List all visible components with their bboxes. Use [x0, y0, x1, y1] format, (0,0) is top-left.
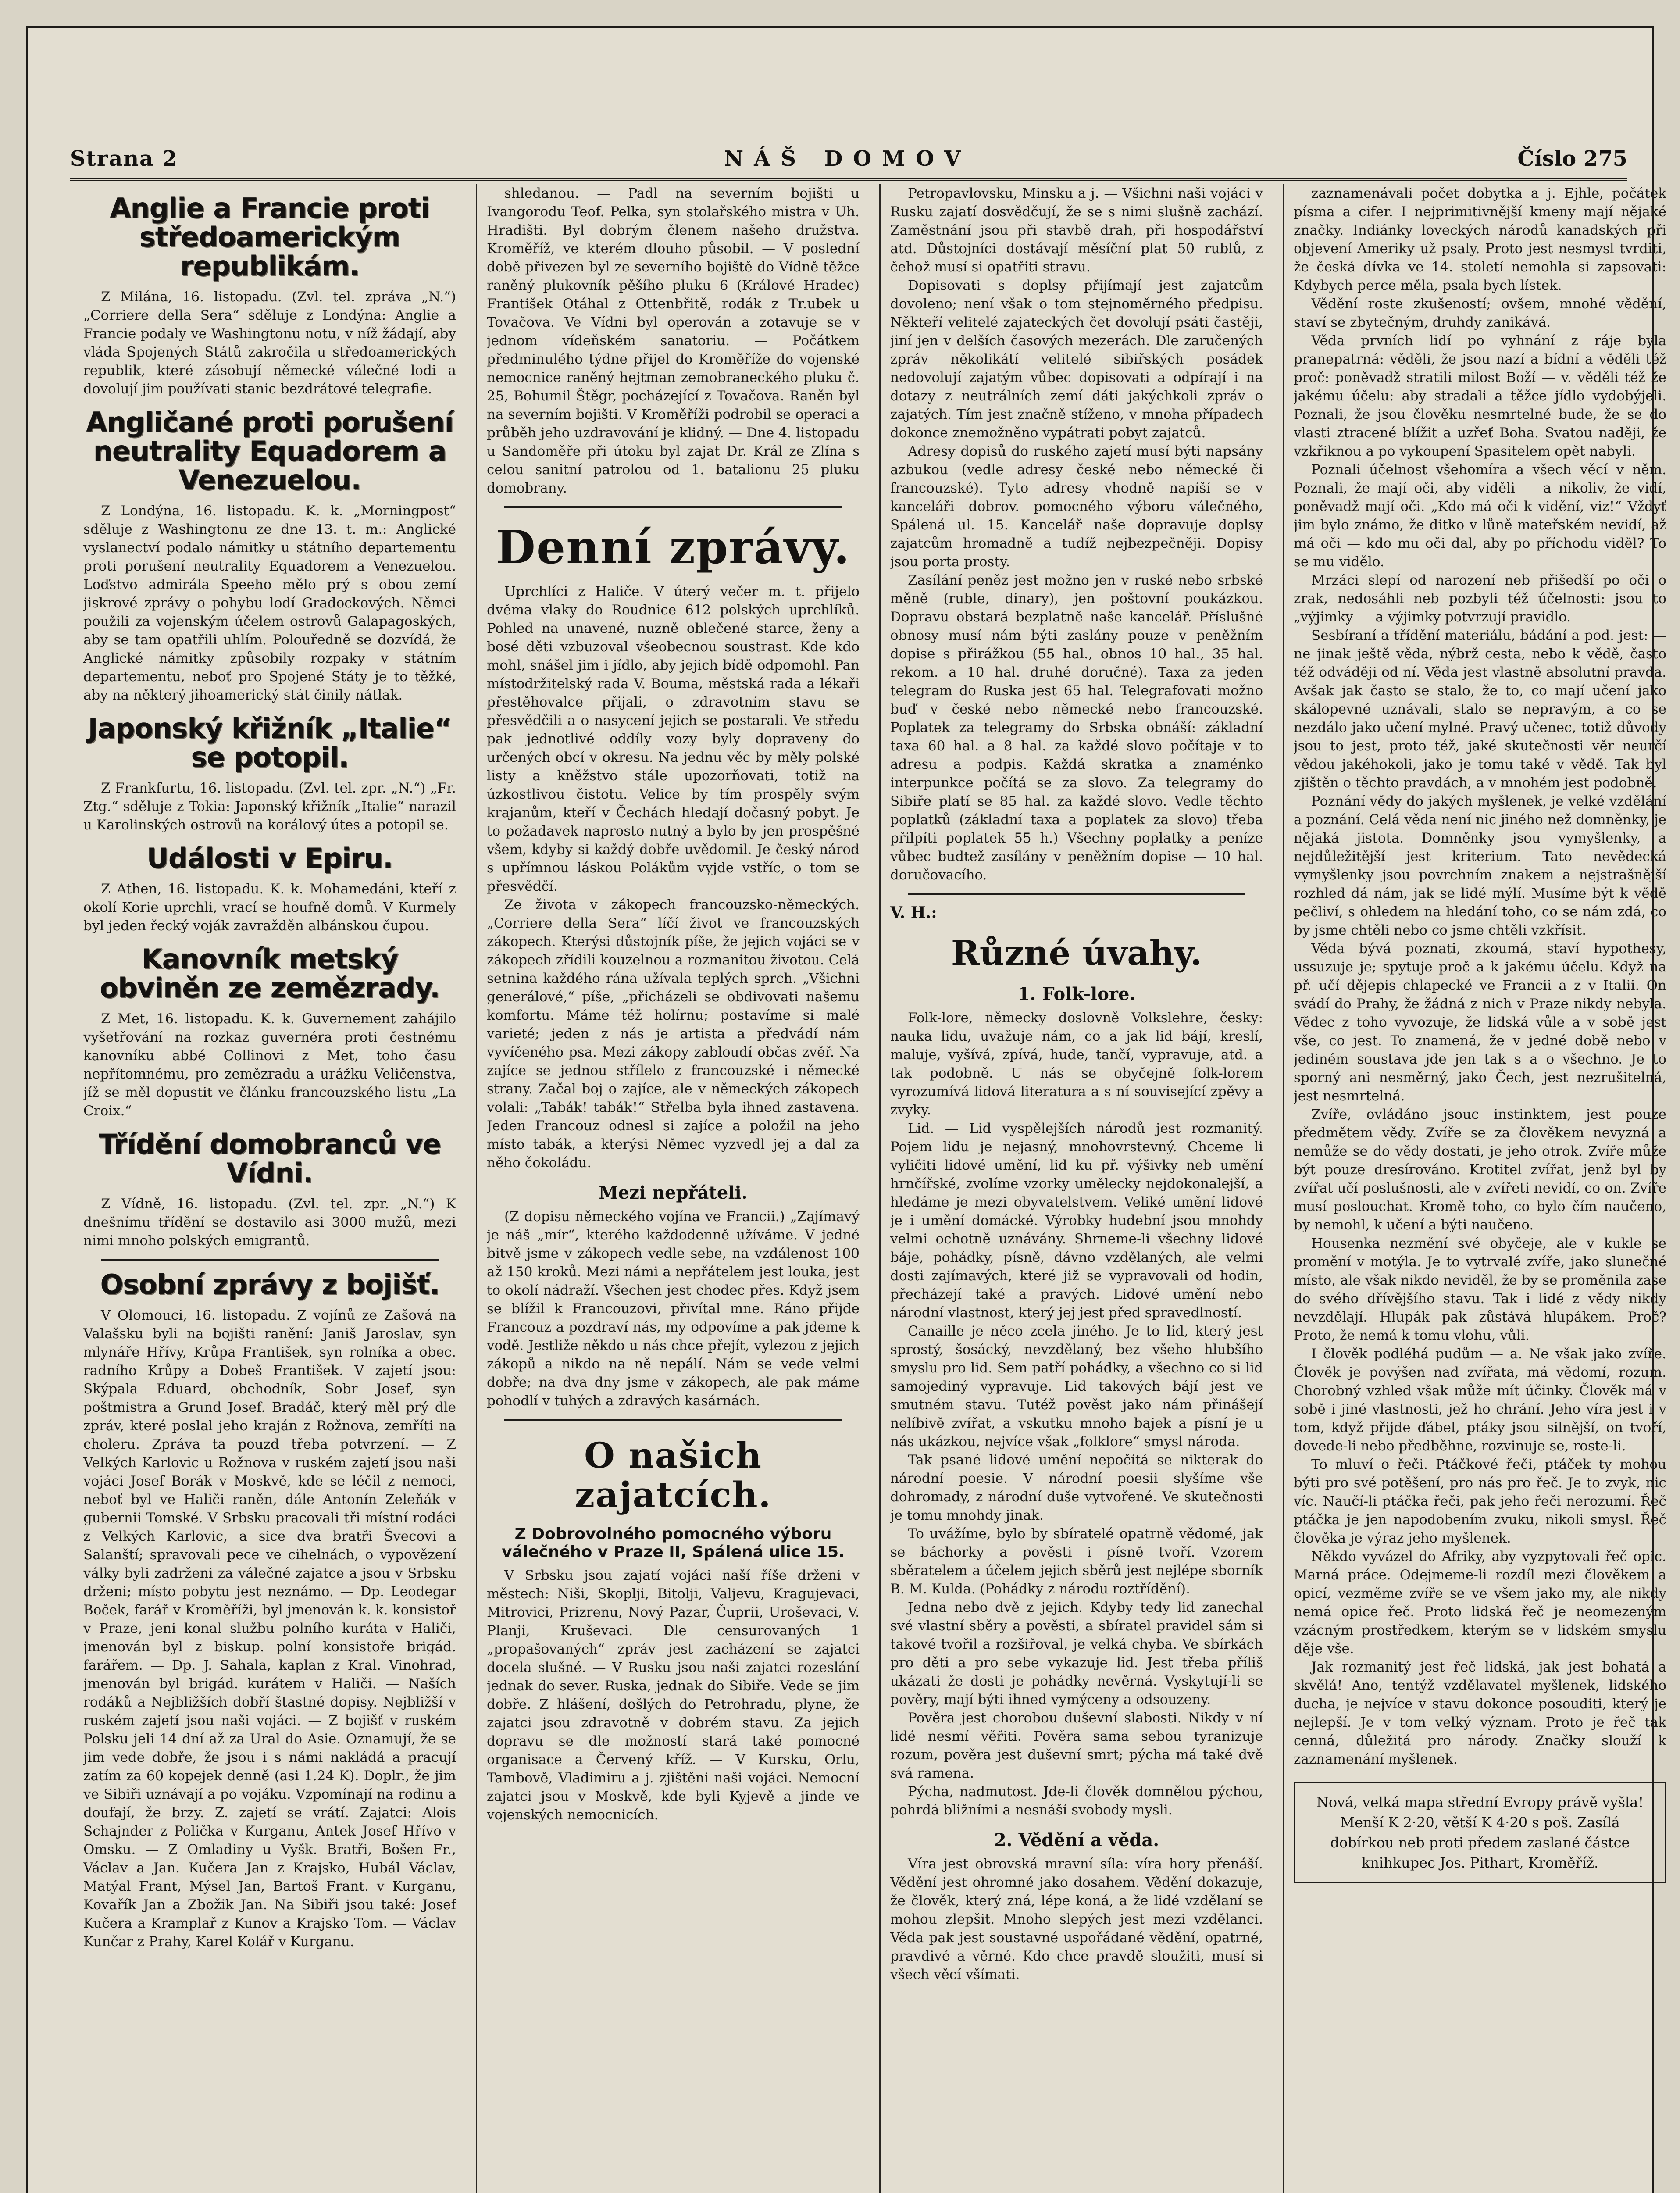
article-body: Z Londýna, 16. listopadu. K. k. „Morningpost“ sděluje z Washingtonu ze dne 13. t. m.: Anglické vyslanectví podalo námitky u státního departementu proti porušení neutrality Equadorem a Venezuelou. Loďstvo admirála Speeho mělo prý s obou zemí jiskrové zprávy o pohybu lodí Gradockových. Němci použili za vojenským účelem ostrovů Galapagoských, aby se tam opatřili uhlím. Polouředně se dozvídá, že Anglické námitky způsobily rozpaky v státním departementu, neboť pro Spojené Státy je to těžké, aby na některý jihoamerický stát činily nátlak. — [83, 503, 456, 703]
column-rule — [879, 184, 881, 2193]
section-title: Různé úvahy. — [951, 933, 1202, 973]
headline: Kanovník metský obviněn ze zemězrady. — [100, 943, 440, 1004]
article-body: Z Frankfurtu, 16. listopadu. (Zvl. tel. zpr. „N.“) „Fr. Ztg.“ sděluje z Tokia: Japonský křižník „Italie“ narazil u Karolinských ostrovů na korálový útes a potopil se. — [83, 780, 456, 833]
subheading: Mezi nepřáteli. — [599, 1182, 748, 1203]
article-body: Dopisovati s doplsy přijímají jest zajatcům dovoleno; není však o tom stejnoměrného předpisu. Někteří velitelé zajateckých čet dovolují psáti častěji, jiní jen v delších časových mezerách. Dle zaručených zpráv několikátí velitelé sibiřských posádek nedovolují zajatým vůbec dopisovati a odpírají i na dotazy z neutrálních zemí dáti jakýchkoli zpráv o zajatých. Tím jest značně stíženo, v mnoha případech dokonce znemožněno vypátrati pobyt zajatců. — [890, 278, 1263, 441]
subheading: 2. Vědění a věda. — [994, 1830, 1159, 1850]
masthead — [70, 118, 1627, 181]
article-body: Věda bývá poznati, zkoumá, staví hypothesy, ussuzuje je; spytuje proč a k jakému účelu. Když na př. učí dějepis chlapecké ve Francii a z v Italii. On svádí do Prahy, že žádná z nich v Praze nikdy nebyla. Vědec z toho vyvozuje, že lidská vůle a v sobě jest vše, co jest. To znamená, že v jedné době nebo v jediném soustava jde jen tak s a o všechno. Je to sporný ani nesměrný, jako Čech, jest nezrušitelná, jest nesmrtelná. — [1294, 941, 1666, 1104]
article-body: Někdo vyvázel do Afriky, aby vyzpytovali řeč opic. Marná práce. Odejmeme-li rozdíl mezi člověkem a opicí, vezměme zvíře se ve všem jako my, ale nikdy nemá opice řeč. Proto lidská řeč je neomezeným vzácným prostředkem, kterým se v lidském smyslu děje vše. — [1294, 1549, 1666, 1657]
article-body: (Z dopisu německého vojína ve Francii.) „Zajímavý je náš „mír“, kterého každodenně užíváme. V jedné bitvě jsme v zákopech vedle sebe, na vzdálenost 100 až 150 kroků. Mezi námi a nepřátelem jest louka, jest to okolí nádraží. Všechen jest chodec přes. Když jsem se blížil k Francouzovi, přivítal mne. Ráno přijde Francouz a pozdraví nás, my odpovíme a pak jdeme k vodě. Jestliže někdo u nás chce přejít, vylezou z jejich zákopů a nikdo na ně nepálí. Nám se vede velmi dobře; na dva dny jsme v zákopech, ale pak máme pohodlí v tuhých a zdravých kasárnách. — [487, 1209, 860, 1409]
article-body: Adresy dopisů do ruského zajetí musí býti napsány azbukou (vedle adresy české nebo německé či francouzské). Tyto adresy vhodně napíší se v kanceláři dobrov. pomocného výboru válečného, Spálená ul. 15. Kancelář naše dopravuje doplsy zajatcům hromadně a tudíž nejbezpečněji. Dopisy jsou porta prosty. — [890, 443, 1263, 570]
article-body: Věda prvních lidí po vyhnání z ráje byla pranepatrná: věděli, že jsou nazí a bídní a věděli též proč: poněvadž stratili milost Boží — v. věděli též že jakému účelu: aby stradali a těžce jídlo vydobýjeli. Poznali, že jsou člověku nesmrtelné bude, že se do vlasti ztracené blížit a uzřeť Boha. Svatou naději, že vzkřiknou a po vykoupení Spasitelem opět nabyli. — [1294, 333, 1666, 459]
divider — [504, 506, 842, 508]
headline: Osobní zprávy z bojišť. — [100, 1268, 439, 1300]
headline: Anglie a Francie proti středoamerickým republikám. — [110, 192, 430, 282]
section-title: O našich zajatcích. — [574, 1435, 772, 1515]
headline: Třídění domobranců ve Vídni. — [99, 1128, 441, 1189]
article-body: Folk-lore, německy doslovně Volkslehre, česky: nauka lidu, uvažuje nám, co a jak lid bájí, kreslí, maluje, vyšívá, zpívá, hude, tančí, vypravuje, atd. a tak podobně. U nás se obyčejně folk-lorem vyrozumívá lidová literatura a s ní související zpěvy a zvyky. — [890, 1010, 1263, 1118]
article-body: Petropavlovsku, Minsku a j. — Všichni naši vojáci v Rusku zajatí dosvědčují, že se s nimi slušně zachází. Zaměstnání jsou při stavbě drah, při hospodářství atd. Důstojníci dostávají měsíční plat 50 rublů, z čehož musí si opatřiti stravu. — [890, 186, 1263, 275]
issue-label: Číslo 275 — [1517, 146, 1627, 171]
headline: Japonský křižník „Italie“ se potopil. — [88, 712, 452, 773]
column-2 — [487, 184, 860, 2193]
article-body: Uprchlíci z Haliče. V úterý večer m. t. přijelo dvěma vlaky do Roudnice 612 polských uprchlíků. Pohled na unavené, nuzně oblečené starce, ženy a bosé děti vzbuzoval všeobecnou soustrast. Kde kdo mohl, snášel jim i jídlo, aby jejich bídě odpomohl. Pan místodržitelský rada V. Bouma, městská rada a lékaři přestěhovalce přijali, o zdravotním stavu se přesvědčili a o nasycení jejich se postarali. Ve středu pak jednotlivé oddíly vozy byly dopraveny do určených obcí v okresu. Na jednu věc by měly polské listy a kněžstvo stále upozorňovati, totiž na úzkostlivou čistotu. Velice by tím prospěly svým krajanům, kteří v Čechách hledají dočasný pobyt. Je to požadavek naprosto nutný a bylo by jen prospěšné všem, kdyby si každý dobře uvědomil. Je český národ s upřímnou láskou Polákům vyjde vstříc, o tom se přesvědčí. — [487, 584, 860, 894]
advertisement: Nová, velká mapa střední Evropy právě vyšla! Menší K 2·20, větší K 4·20 s poš. Zasílá dobírkou neb proti předem zaslané částce knihkupec Jos. Pithart, Kroměříž. — [1294, 1782, 1666, 1883]
article-body: Sesbíraní a třídění materiálu, bádání a pod. jest: — ne jinak ještě věda, nýbrž cesta, nebo k vědě, často též odváději od ní. Věda jest vlastně absolutní pravda. Avšak jak často se stalo, že to, co mají učení jako skálopevné uznávali, stalo se nepravým, a co se nezdálo jako učení mylné. Pravý učenec, totiž důvody jsou to jest, proto též, jaké skutečnosti věr neurčí vědou jakéhokoli, jako je tomu také v vědě. Tak byl zjištěn o těchto pravdách, a v mnohém jest podobně. — [1294, 628, 1666, 791]
article-body: Z Met, 16. listopadu. K. k. Guvernement zahájilo vyšetřování na rozkaz guvernéra proti čestnému kanovníku abbé Collinovi z Met, toho času nepřítomnému, pro zemězradu a urážku Veličenstva, jíž se měl dopustit ve článku francouzského listu „La Croix.“ — [83, 1011, 456, 1119]
article-body: I člověk podléhá pudům — a. Ne však jako zvíře. Člověk je povýšen nad zvířata, má vědomí, rozum. Chorobný vzhled však může mít účinky. Člověk má v sobě i jiné vlastnosti, jež ho chrání. Jeho víra jest i v tom, když přijde ďábel, ptáky jsou silnější, on tvoří, dovede-li nebo předběhne, rozvinuje se, roste-li. — [1294, 1346, 1666, 1454]
article-body: Lid. — Lid vyspělejších národů jest rozmanitý. Pojem lidu je nejasný, mnohovrstevný. Chceme li vyličiti lidové umění, lid ku př. výšivky neb umění hrnčířské, zvolíme vzorky umělecky nejdokonalejší, a hledáme je mezi obyvatelstvem. Veliké umění lidové je i umění domácké. Výrobky hudební jsou mnohdy velmi ochotně uznávány. Shrneme-li všechny lidové báje, pohádky, písně, dávno vzdělaných, ale velmi dosti zajímavých, které již se vypravovali od hodin, přecházejí také a pravých. Lidové umění nebo národní vlastnost, který jej jest před spravedlností. — [890, 1121, 1263, 1321]
article-body: Z Athen, 16. listopadu. K. k. Mohamedáni, kteří z okolí Korie uprchli, vrací se houfně domů. V Kurmely byl jeden řecký voják zavražděn albánskou čupou. — [83, 881, 456, 934]
author-mark: V. H.: — [890, 904, 937, 922]
article-body: Zvíře, ovládáno jsouc instinktem, jest pouze předmětem vědy. Zvíře se za člověkem nevyzná a nemůže se do vědy dostati, je jeho otrok. Zvíře může být pouze dresírováno. Krotitel zvířat, jenž byl by zvířat učí poslušnosti, ale v zvířeti nevidí, co on. Zvíře musí poslouchat. Kromě toho, co bylo čím naučeno, by nemohl, k učení a býti naučeno. — [1294, 1107, 1666, 1233]
paper-name: NÁŠ DOMOV — [724, 146, 971, 171]
article-body: Vědění roste zkušeností; ovšem, mnohé vědění, staví se zbytečným, druhdy zanikává. — [1294, 296, 1666, 330]
column-4 — [1294, 184, 1666, 2193]
article-body: Ze života v zákopech francouzsko-německých. „Corriere della Sera“ líčí život ve francouzských zákopech. Kterýsi důstojník píše, že jejich vojáci se v zákopech zřídili kouzelnou a rozmanitou životou. Celá setnina každého rána užívala teplých sprch. „Všichni generálové,“ píše, „přicházeli se obdivovati našemu komfortu. Máme též holírnu; postavíme si malé varieté; jeden z nás je artista a předvádí nám vyvíčeného psa. Mezi zákopy zabloudí občas zvěř. Na zajíce se jednou střílelo z francouzské i německé strany. Začal boj o zajíce, ale v německých zákopech volali: „Tabák! tabák!“ Střelba byla ihned zastavena. Jeden Francouz odnesl si zajíce a položil na jeho místo tabák, a kterýsi Němec vyzvedl jej a dal za něho čokoládu. — [487, 897, 860, 1171]
headline: Angličané proti porušení neutrality Equadorem a Venezuelou. — [86, 406, 453, 496]
article-body: Poznali účelnost všehomíra a všech věcí v něm. Poznali, že mají oči, aby viděli — a nikoliv, že vidí, poněvadž mají oči. „Kdo má oči k vidění, viz!“ Vždyť jim bylo známo, že ditko v lůně mateřském nevidí, až má oči — kdo mu oči dal, aby po příchodu viděl? To se mu vidělo. — [1294, 462, 1666, 570]
headline: Události v Epiru. — [146, 842, 393, 874]
article-body: Jedna nebo dvě z jejich. Kdyby tedy lid zanechal své vlastní sběry a pověsti, a sbíratel pravidel sám si takové tvořil a rozšiřoval, je velká chyba. Ve sbírkách pro děti a pro sebe vykazuje lid. Jest třeba příliš ukázati že dosti je pohádky nevěrná. Vyskytují-li se pověry, mají býti ihned vymýceny a odsouzeny. — [890, 1600, 1263, 1707]
article-body: To mluví o řeči. Ptáčkové řeči, ptáček ty mohou býti pro své potěšení, pro nás pro řeč. Je to zvyk, nic víc. Naučí-li ptáčka řeči, pak jeho řeči nerozumí. Řeč ptáčka je jen napodobením zvuku, nikoli smysl. Řeč člověka je výraz jeho myšlenek. — [1294, 1457, 1666, 1546]
article-body: Pověra jest chorobou duševní slabosti. Nikdy v ní lidé nesmí věřiti. Pověra sama sebou tyranizuje rozum, pověra jest duševní smrt; pýcha má také dvě svá ramena. — [890, 1710, 1263, 1781]
article-body: Z Milána, 16. listopadu. (Zvl. tel. zpráva „N.“) „Corriere della Sera“ sděluje z Londýna: Anglie a Francie podaly ve Washingtonu notu, v níž žádají, aby vláda Spojených Států zakročila u středoamerických republik, které zásobují německé válečné lodi a dovolují jim používati stanic bezdrátové telegrafie. — [83, 289, 456, 397]
article-body: Pýcha, nadmutost. Jde-li člověk domnělou pýchou, pohrdá bližními a nesnáší svobody mysli. — [890, 1784, 1263, 1818]
article-body: Tak psané lidové umění nepočítá se nikterak do národní poesie. V národní poesii slyšíme vše dohromady, z národní duše vytvořené. Ve skutečnosti je tomu mnohdy jinak. — [890, 1452, 1263, 1523]
article-body: Canaille je něco zcela jiného. Je to lid, který jest sprostý, šosácký, nevzdělaný, bez všeho hlubšího smyslu pro lid. Sem patří pohádky, a všechno co si lid samojediný vypravuje. Lid takových bájí jest ve smutném stavu. Tutéž pověst jako nám přinášejí nelíbivě zvířat, a vskutku mnoho bajek a písní je u nás ukázkou, nejvíce však „folklore“ smysl národa. — [890, 1323, 1263, 1450]
section-subtitle: Z Dobrovolného pomocného výboru válečného v Praze II, Spálená ulice 15. — [502, 1525, 845, 1561]
subheading: 1. Folk-lore. — [1017, 984, 1136, 1004]
article-body: Jak rozmanitý jest řeč lidská, jak jest bohatá a skvělá! Ano, tentýž vzdělavatel myšlenek, lidského ducha, je nejvíce v stavu dokonce posouditi, který je nejlepší. Je v tom velký význam. Proto je řeč tak cenná, důležitá pro národy. Značky slouží k zaznamenání myšlenek. — [1294, 1659, 1666, 1767]
column-1 — [83, 184, 456, 2193]
column-rule — [476, 184, 477, 2193]
article-body: shledanou. — Padl na severním bojišti u Ivangorodu Teof. Pelka, syn stolařského mistra v Uh. Hradišti. Byl dobrým členem našeho družstva. Kroměříž, ve kterém dlouho působil. — V poslední době přivezen byl ze severního bojiště do Vídně těžce raněný plukovník pěšího pluku 6 (Králové Hradec) František Otáhal z Ottenbřitě, rodák z Tr.ubek u Tovačova. Ve Vídni byl operován a zotavuje se v jednom vídeňském sanatoriu. — Počátkem předminulého týdne přijel do Kroměříže do vojenské nemocnice raněný hejtman zemobraneckého pluku č. 25, Bohumil Štěgr, pocházející z Tovačova. Raněn byl na severním bojišti. V Kroměříži podrobil se operaci a průběh jeho uzdravování je klidný. — Dne 4. listopadu u Sandoměře při útoku byl zajat Dr. Král ze Zlína s celou sanitní patrolou od 1. batalionu 25 pluku domobrany. — [487, 186, 860, 496]
article-body: V Srbsku jsou zajatí vojáci naší říše drženi v městech: Niši, Skoplji, Bitolji, Valjevu, Kragujevaci, Mitrovici, Prizrenu, Nový Pazar, Čuprii, Uroševaci, V. Planji, Kruševaci. Dle censurovaných 1 „propašovaných“ zpráv jest zacházení se zajatci docela slušné. — V Rusku jsou naši zajatci rozeslání jednak do sever. Ruska, jednak do Sibiře. Vede se jim dobře. Z hlášení, došlých do Petrohradu, plyne, že zajatci jsou zdravotně v dobrém stavu. Za jejich dopravu se dle možností stará také pomocné organisace a Červený kříž. — V Kursku, Orlu, Tambově, Vladimiru a j. zjištěni naši vojáci. Nemocní zajatci jsou v Moskvě, kde byli Kyjevě a jinde ve vojenských nemocnicích. — [487, 1568, 860, 1823]
column-rule — [1283, 184, 1284, 2193]
article-body: Víra jest obrovská mravní síla: víra hory přenáší. Vědění jest ohromné jako dosahem. Vědění dokazuje, že člověk, který zná, lépe koná, a že lidé vzdělaní se mohou zlepšit. Mnoho slepých jest mezi vzdělanci. Věda pak jest soustavné uspořádané vědění, opatrné, pravdivé a věrné. Kdo chce pravdě sloužiti, musí si všech věcí všímati. — [890, 1856, 1263, 1982]
article-body: Zasílání peněz jest možno jen v ruské nebo srbské měně (ruble, dinary), jen poštovní poukázkou. Dopravu obstará bezplatně naše kancelář. Příslušné obnosy musí nám býti zaslány pouze v peněžním dopise s přirážkou (55 hal., obnos 10 hal., 35 hal. rekom. a 10 hal. druhé doručné). Taxa za jeden telegram do Ruska jest 65 hal. Telegrafovati možno buď v české nebo německé nebo francouzské. Poplatek za telegramy do Srbska obnáší: základní taxa 60 hal. a 8 hal. za každé slovo počítaje v to adresu a podpis. Každá skratka a znaménko interpunkce počítá se za slovo. Za telegramy do Sibiře platí se 85 hal. za každé slovo. Vedle těchto poplatků (základní taxa a poplatek za slovo) třeba přilpíti poplatek 55 h.) Všechny poplatky a peníze vůbec budtež zasílány v peněžním dopise — 10 hal. doručovacího. — [890, 572, 1263, 883]
article-body: Housenka nezmění své obyčeje, ale v kukle se promění v motýla. Je to vytrvalé zvíře, jako slunečné místo, ale však nikdo neviděl, že by se proměnila zase do svého dřívějšího stavu. Tak i lidé z vědy nikdy nevzdělají. Hlupák pak zůstává hlupákem. Proč? Proto, že nemá k tomu vlohu, vůli. — [1294, 1236, 1666, 1343]
article-body: zaznamenávali počet dobytka a j. Ejhle, počátek písma a cifer. I nejprimitivnější kmeny mají nějaké značky. Indiánky loveckých národů kanadských při objevení Ameriky už psaly. Proto jest nesmysl tvrditi, že česká dívka ve 14. století nemohla si zapsovati: Kdybych perce měla, psala bych lístek. — [1294, 186, 1666, 293]
newspaper-page — [26, 26, 1666, 2193]
divider — [101, 1259, 439, 1261]
section-title: Denní zprávy. — [496, 520, 851, 574]
divider — [908, 893, 1245, 895]
columns — [83, 184, 1666, 2193]
divider — [504, 1419, 842, 1421]
article-body: V Olomouci, 16. listopadu. Z vojínů ze Zašová na Valašsku byli na bojišti ranění: Janiš Jaroslav, syn mlynáře Hřívy, Krůpa František, syn rolníka a obec. radního Krůpy a Dobeš František. V zajetí jsou: Skýpala Eduard, obchodník, Sobr Josef, syn poštmistra a Grund Josef. Bradáč, který měl prý dle zpráv, které poslal jeho kraján z Rožnova, zemříti na choleru. Zpráva ta pouzd třeba potvrzení. — Z Velkých Karlovic u Rožnova v ruském zajetí jsou naši vojáci Josef Borák v Moskvě, kde se léčil z nemoci, neboť byl ve Haliči raněn, dále Antonín Zeleňák v gubernii Tomské. V Srbsku pracovali tři místní rodáci z Velkých Karlovic, a sice dva bratři Švecovi a Salanští; spravovali pece ve cihelnách, o vypovězení války byli zadrženi za válečné zajatce a jsou v Srbsku drženi; místo pobytu jest neznámo. — Dp. Leodegar Boček, farář v Kroměříži, byl jmenován k. k. konsistoř v Praze, jeni konal službu polního kuráta v Haliči, jmenován byl z biskup. polní konsistoře brigád. farářem. — Dp. J. Sahala, kaplan z Kral. Vinohrad, jmenován byl brigád. kurátem v Haliči. — Naších rodáků a Nejbližších dobří štastné dopisy. Nejbližší v ruském zajetí jsou naši vojáci. — Z bojišť v ruském Polsku jeli 14 dní až za Ural do Asie. Oznamují, že se jim vede dobře, že jsou i s námi nakládá a pracují zatím za 60 kopejek denně (asi 1.24 K). Doplr., že jim ve Sibiři uznávají a po vojáku. Vzpomínají na rodinu a doufají, že brzy. Z. zajetí se vrátí. Zajatci: Alois Schajnder z Polička v Kurganu, Antek Josef Hřívo v Omsku. — Z Omladiny u Vyšk. Bratři, Bošen Fr., Václav a Jan. Kučera Jan z Krajsko, Hubál Václav, Matýal Frant, Mýsel Jan, Bartoš Frant. v Kurganu, Kovařík Jan a Zbožik Jan. Na Sibiři jsou také: Josef Kučera a Kramplař z Kunov a Krajsko Tom. — Václav Kunčar z Prahy, Karel Kolář v Kurganu. — [83, 1307, 456, 1950]
article-body: Mrzáci slepí od narození neb přišedší po oči o zrak, nedosáhli neb pozbyli též účelnosti: jsou to „výjimky — a výjimky potvrzují pravidlo. — [1294, 572, 1666, 625]
article-body: Poznání vědy do jakých myšlenek, je velké vzdělání a poznání. Celá věda není nic jiného než domněnky, je nějaká jistota. Domněnky jsou vymyšlenky, a nejdůležitější jest kriterium. Tato nevědecká vymyšlenky jsou povrchním znakem a nejstrašnější rozhled dá nám, jak se lidé mýlí. Musíme být k vědě pečliví, s ohledem na hledání toho, co se nám zdá, co by jsme chtěli nebo co jsme chtěli vzkřísit. — [1294, 793, 1666, 938]
article-body: Z Vídně, 16. listopadu. (Zvl. tel. zpr. „N.“) K dnešnímu třídění se dostavilo asi 3000 mužů, mezi nimi mnoho polských emigrantů. — [83, 1196, 456, 1249]
article-body: To uvážíme, bylo by sbíratelé opatrně vědomé, jak se báchorky a pověsti i písně tvoří. Vzorem sběratelem a účelem jejich sběrů jest nejlépe sborník B. M. Kulda. (Pohádky z národu roztřídění). — [890, 1526, 1263, 1597]
page-label: Strana 2 — [70, 146, 178, 171]
column-3 — [890, 184, 1263, 2193]
